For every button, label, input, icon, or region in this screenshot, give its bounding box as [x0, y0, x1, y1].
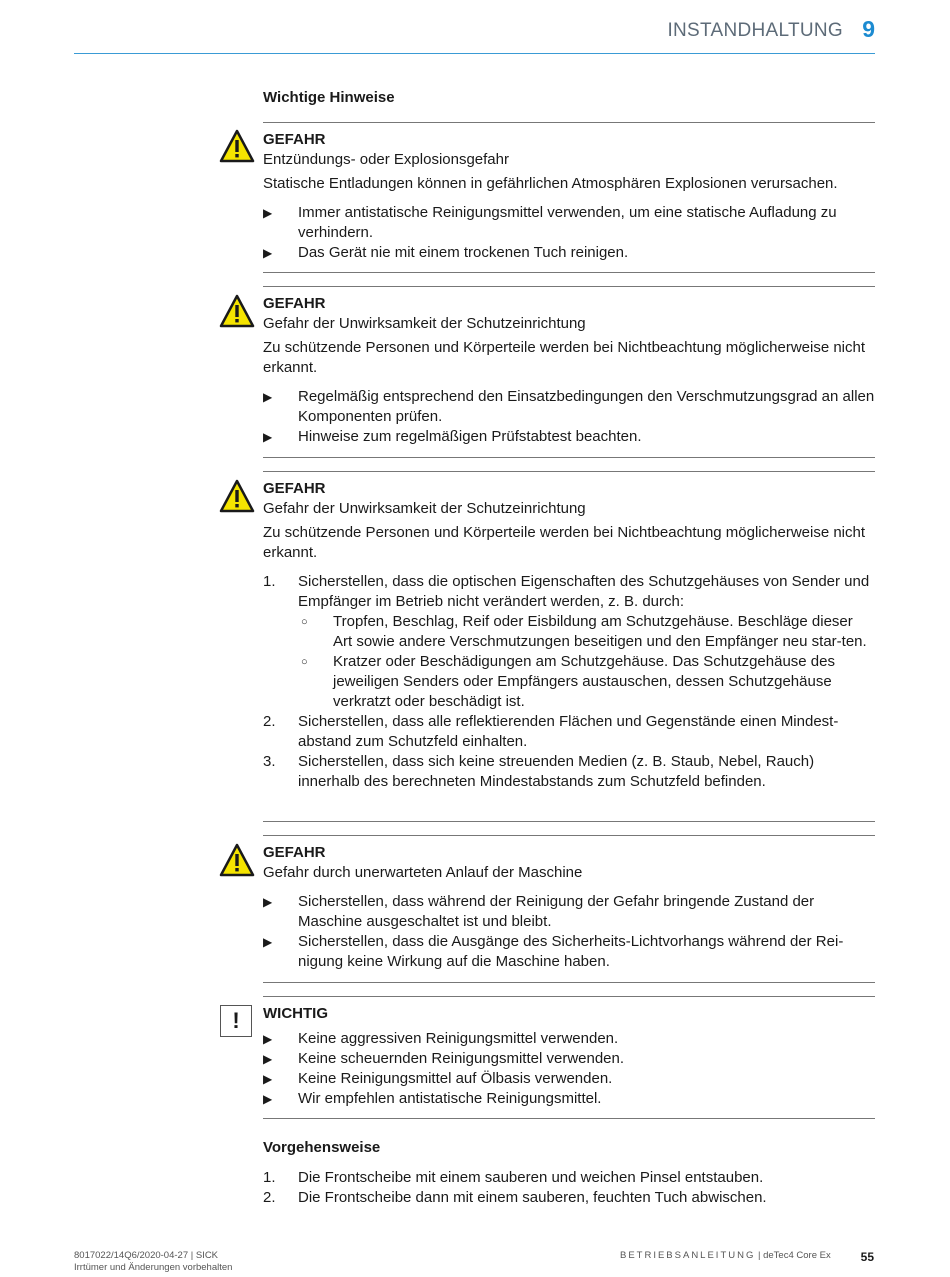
warning-icon: [219, 294, 255, 328]
danger-block-4: [263, 835, 875, 983]
list-item: ▶ Sicherstellen, dass während der Reinigung der Gefahr bringende Zustand der Maschine ausgeschaltet ist und bleibt.: [263, 893, 815, 930]
footer-manual: [620, 1250, 831, 1261]
list-item: ▶ Keine Reinigungsmittel auf Ölbasis verwenden.: [263, 1070, 613, 1087]
numbered-step: 3. Sicherstellen, dass sich keine streuenden Medien (z. B. Staub, Nebel, Rauch) innerhalb des berechneten Mindestabstands zum Schutzfeld befinden.: [263, 753, 815, 790]
list-item: ▶ Hinweise zum regelmäßigen Prüfstabtest beachten.: [263, 428, 642, 445]
footer-manual-type: BETRIEBSANLEITUNG: [620, 1250, 756, 1261]
danger-label: GEFAHR: [263, 131, 326, 148]
procedure-section: [263, 1138, 875, 1208]
procedure-title: Vorgehensweise: [263, 1139, 381, 1156]
page-header: [74, 16, 875, 54]
important-block: [263, 996, 875, 1119]
numbered-step: 1. Sicherstellen, dass die optischen Eigenschaften des Schutzgehäuses von Sender und Empfänger im Betrieb nicht verändert werden, z. B. durch:: [263, 573, 870, 610]
numbered-step: 2. Die Frontscheibe dann mit einem sauberen, feuchten Tuch abwischen.: [263, 1189, 767, 1206]
danger-subtitle: Entzündungs- oder Explosionsgefahr: [263, 151, 509, 168]
warning-icon: [219, 843, 255, 877]
numbered-step: 1. Die Frontscheibe mit einem sauberen und weichen Pinsel entstauben.: [263, 1169, 764, 1186]
list-item: ▶ Das Gerät nie mit einem trockenen Tuch reinigen.: [263, 244, 629, 261]
numbered-step: 2. Sicherstellen, dass alle reflektierenden Flächen und Gegenstände einen Mindest-abstand zum Schutzfeld einhalten.: [263, 713, 839, 750]
page-number: 55: [860, 1250, 874, 1264]
danger-description: Statische Entladungen können in gefährlichen Atmosphären Explosionen verursachen.: [263, 175, 838, 192]
danger-block-2: [263, 286, 875, 458]
danger-description: Zu schützende Personen und Körperteile werden bei Nichtbeachtung möglicherweise nicht erkannt.: [263, 524, 866, 561]
danger-label: GEFAHR: [263, 844, 326, 861]
danger-label: GEFAHR: [263, 295, 326, 312]
list-item: ▶ Immer antistatische Reinigungsmittel verwenden, um eine statische Aufladung zu verhindern.: [263, 204, 837, 241]
danger-subtitle: Gefahr der Unwirksamkeit der Schutzeinrichtung: [263, 500, 586, 517]
footer-product: | deTec4 Core Ex: [758, 1250, 831, 1261]
danger-description: Zu schützende Personen und Körperteile werden bei Nichtbeachtung möglicherweise nicht erkannt.: [263, 339, 866, 376]
danger-subtitle: Gefahr durch unerwarteten Anlauf der Maschine: [263, 864, 583, 881]
section-title: Wichtige Hinweise: [263, 89, 395, 106]
warning-icon: [219, 479, 255, 513]
important-note-icon: !: [220, 1005, 252, 1037]
list-item: ▶ Regelmäßig entsprechend den Einsatzbedingungen den Verschmutzungsgrad an allen Komponenten prüfen.: [263, 388, 875, 425]
important-label: WICHTIG: [263, 1005, 328, 1022]
danger-label: GEFAHR: [263, 480, 326, 497]
danger-subtitle: Gefahr der Unwirksamkeit der Schutzeinrichtung: [263, 315, 586, 332]
chapter-title: INSTANDHALTUNG: [667, 20, 843, 41]
footer-disclaimer: Irrtümer und Änderungen vorbehalten: [74, 1262, 233, 1273]
danger-block-3: [263, 471, 875, 822]
list-item: ▶ Sicherstellen, dass die Ausgänge des Sicherheits-Lichtvorhangs während der Rei-nigung keine Wirkung auf die Maschine haben.: [263, 933, 844, 970]
sub-list-item: ○ Kratzer oder Beschädigungen am Schutzgehäuse. Das Schutzgehäuse des jeweiligen Senders oder Empfängers austauschen, dessen Schutzgehäuse verkratzt oder beschädigt ist.: [301, 653, 835, 710]
warning-icon: [219, 129, 255, 163]
footer-doc-number: 8017022/14Q6/2020-04-27 | SICK: [74, 1250, 219, 1261]
list-item: ▶ Keine aggressiven Reinigungsmittel verwenden.: [263, 1030, 619, 1047]
chapter-number: 9: [862, 16, 875, 42]
list-item: ▶ Keine scheuernden Reinigungsmittel verwenden.: [263, 1050, 625, 1067]
danger-block-1: [263, 122, 875, 273]
sub-list-item: ○ Tropfen, Beschlag, Reif oder Eisbildung am Schutzgehäuse. Beschläge dieser Art sowie andere Verschmutzungen beseitigen und den Empfänger neu star-ten.: [301, 613, 867, 650]
footer-doc-info: [74, 1250, 232, 1274]
list-item: ▶ Wir empfehlen antistatische Reinigungsmittel.: [263, 1090, 602, 1107]
